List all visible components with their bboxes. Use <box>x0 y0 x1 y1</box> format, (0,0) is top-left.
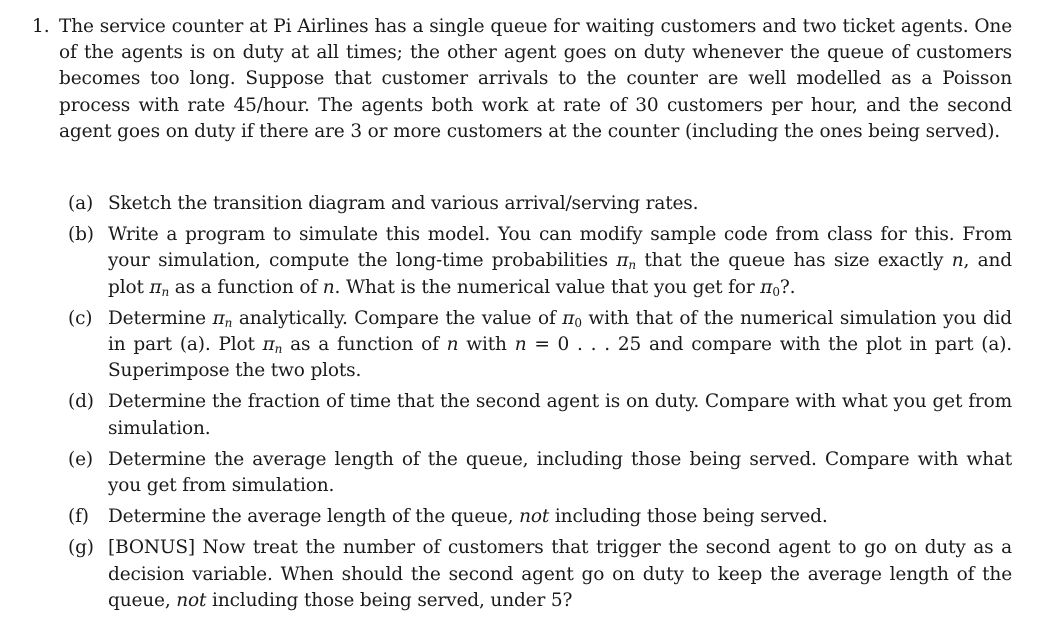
part-e-text: Determine the average length of the queue, including those being served. Compare with what you get from simulation. <box>108 448 1012 497</box>
subscript-zero: 0 <box>772 284 780 299</box>
subscript-n: n <box>628 258 636 273</box>
part-g <box>68 535 1012 614</box>
subscript-zero: 0 <box>574 315 582 330</box>
part-d-label: (d) <box>68 391 94 413</box>
pi-symbol: π <box>149 276 162 298</box>
part-d <box>68 389 1012 441</box>
part-f-text-2: including those being served. <box>549 506 828 528</box>
variable-n: n <box>514 334 527 356</box>
part-c-text-2: analytically. Compare the value of <box>232 307 563 329</box>
part-c-text-5: with <box>458 334 515 356</box>
subscript-n: n <box>224 315 233 330</box>
problem-statement: The service counter at Pi Airlines has a single queue for waiting customers and two ticket agents. One of the agents is on duty at all times; the other agent goes on duty whenever the queue of customers becomes too long. Suppose that customer arrivals to the counter are well modelled as a Poisson process with rate 45/hour. The agents both work at rate of 30 customers per hour, and the second agent goes on duty if there are 3 or more customers at the counter (including the ones being served). <box>59 16 1012 142</box>
part-d-text: Determine the fraction of time that the second agent is on duty. Compare with what you get from simulation. <box>108 391 1012 439</box>
part-f-text-1: Determine the average length of the queue, <box>108 506 520 528</box>
part-c-text <box>108 306 1012 385</box>
part-g-text-1: [BONUS] Now treat the number of customers that trigger the second agent to go on duty as a decision variable. When should the second agent go on duty to keep the average length of the queue, <box>108 537 1012 611</box>
pi-symbol: π <box>212 307 225 329</box>
part-f <box>68 504 1012 530</box>
part-a-label: (a) <box>68 193 94 214</box>
problem-parts-list <box>68 191 1012 614</box>
part-a <box>68 191 1012 217</box>
part-b <box>68 222 1012 301</box>
part-b-text-5: . What is the numerical value that you get for <box>334 276 761 298</box>
part-b-text-4: as a function of <box>169 276 323 298</box>
part-b-label: (b) <box>68 224 94 246</box>
part-g-text-2: including those being served, under 5? <box>206 589 573 611</box>
subscript-n: n <box>161 284 170 299</box>
variable-n: n <box>951 250 964 272</box>
part-e <box>68 447 1012 499</box>
part-c-text-4: as a function of <box>282 334 447 356</box>
pi-symbol: π <box>562 307 575 329</box>
part-b-text <box>108 222 1012 301</box>
part-e-label: (e) <box>68 448 93 470</box>
part-f-text <box>108 504 1012 530</box>
part-b-text-6: ?. <box>779 276 796 298</box>
variable-n: n <box>446 334 459 356</box>
problem-1 <box>32 14 1012 145</box>
pi-symbol: π <box>760 276 773 298</box>
pi-symbol: π <box>262 334 275 356</box>
part-g-label: (g) <box>68 537 94 559</box>
part-c-text-6: and compare with the plot in part (a). Superimpose the two plots. <box>108 334 1012 382</box>
part-c-text-3: with that of the numerical simulation you did in part (a). Plot <box>108 307 1012 356</box>
part-b-text-2: that the queue has size exactly <box>635 250 952 272</box>
part-b-text-1: Write a program to simulate this model. You can modify sample code from class for this. From your simulation, compute the long-time probabilities <box>108 224 1012 272</box>
range-expression: = 0 . . . 25 <box>526 334 642 356</box>
part-b-text-3: , and plot <box>108 250 1012 298</box>
part-c <box>68 306 1012 385</box>
part-c-label: (c) <box>68 307 93 329</box>
problem-number: 1. <box>32 16 50 37</box>
variable-n: n <box>322 276 335 298</box>
emphasis-not: not <box>519 506 550 528</box>
part-f-label: (f) <box>68 506 89 528</box>
subscript-n: n <box>274 342 283 357</box>
emphasis-not: not <box>176 589 207 611</box>
part-a-text: Sketch the transition diagram and various arrival/serving rates. <box>108 193 699 214</box>
part-c-text-1: Determine <box>108 307 213 329</box>
pi-symbol: π <box>616 250 629 272</box>
part-g-text <box>108 535 1012 614</box>
